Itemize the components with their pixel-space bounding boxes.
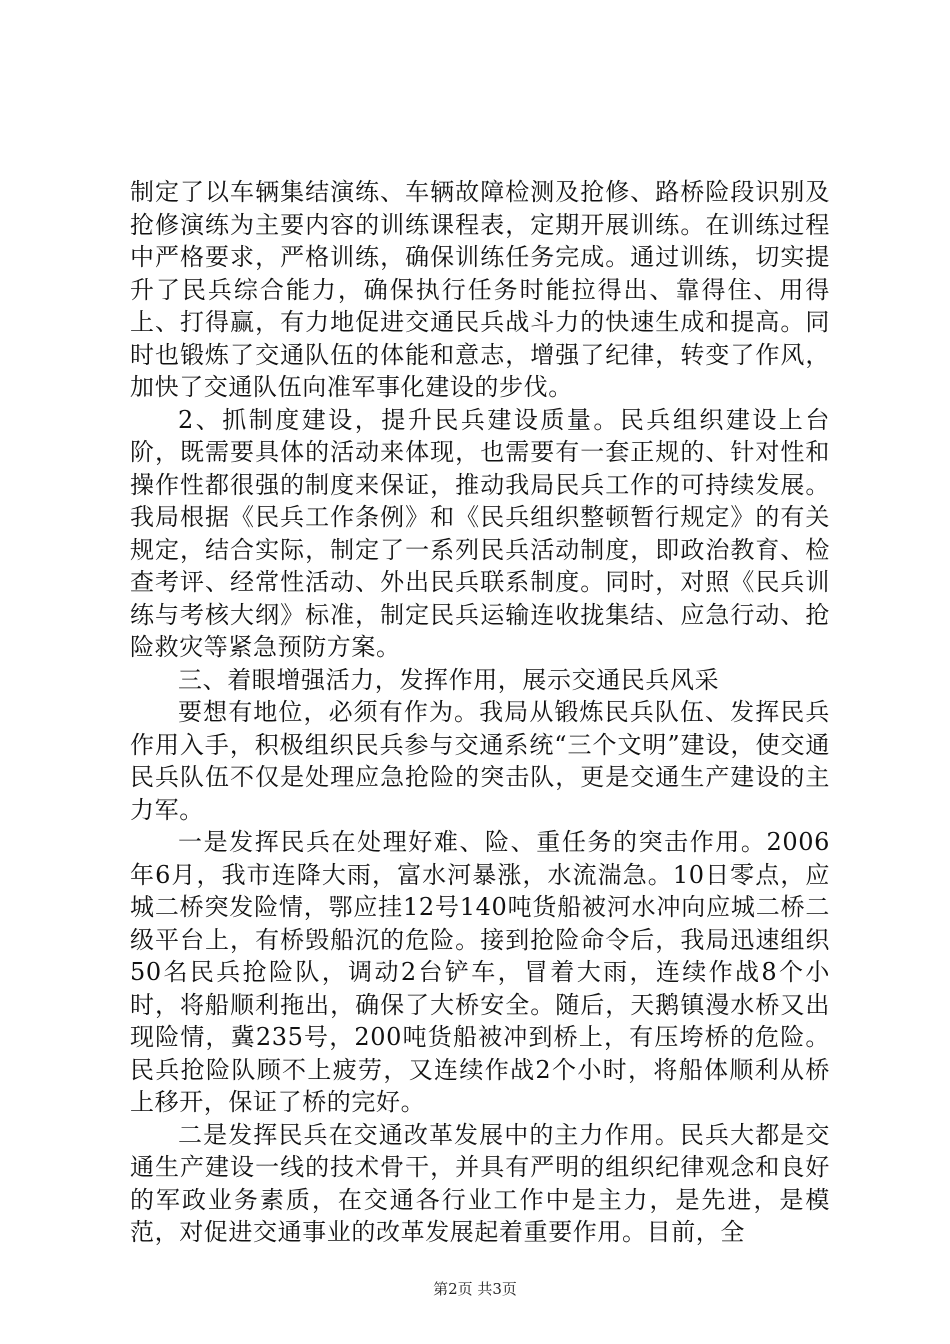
paragraph-6: 二是发挥民兵在交通改革发展中的主力作用。民兵大都是交通生产建设一线的技术骨干，并具有严明的组织纪律观念和良好的军政业务素质，在交通各行业工作中是主力，是先进，是模范，对促进交通事业的改革发展起着重要作用。目前，全 — [130, 1120, 830, 1246]
paragraph-2: 2、抓制度建设，提升民兵建设质量。民兵组织建设上台阶，既需要具体的活动来体现，也需要有一套正规的、针对性和操作性都很强的制度来保证，推动我局民兵工作的可持续发展。我局根据《民兵工作条例》和《民兵组织整顿暂行规定》的有关规定，结合实际，制定了一系列民兵活动制度，即政治教育、检查考评、经常性活动、外出民兵联系制度。同时，对照《民兵训练与考核大纲》标准，制定民兵运输连收拢集结、应急行动、抢险救灾等紧急预防方案。 — [130, 405, 830, 661]
paragraph-5: 一是发挥民兵在处理好难、险、重任务的突击作用。2006年6月，我市连降大雨，富水河暴涨，水流湍急。10日零点，应城二桥突发险情，鄂应挂12号140吨货船被河水冲向应城二桥二级平台上，有桥毁船沉的危险。接到抢险命令后，我局迅速组织50名民兵抢险队，调动2台铲车，冒着大雨，连续作战8个小时，将船顺利拖出，确保了大桥安全。随后，天鹅镇漫水桥又出现险情，冀235号，200吨货船被冲到桥上，有压垮桥的危险。民兵抢险队顾不上疲劳，又连续作战2个小时，将船体顺利从桥上移开，保证了桥的完好。 — [130, 828, 830, 1116]
paragraph-1: 制定了以车辆集结演练、车辆故障检测及抢修、路桥险段识别及抢修演练为主要内容的训练课程表，定期开展训练。在训练过程中严格要求，严格训练，确保训练任务完成。通过训练，切实提升了民兵综合能力，确保执行任务时能拉得出、靠得住、用得上、打得赢，有力地促进交通民兵战斗力的快速生成和提高。同时也锻炼了交通队伍的体能和意志，增强了纪律，转变了作风，加快了交通队伍向准军事化建设的步伐。 — [130, 178, 830, 401]
section-heading-3: 三、着眼增强活力，发挥作用，展示交通民兵风采 — [178, 665, 720, 694]
paragraph-4: 要想有地位，必须有作为。我局从锻炼民兵队伍、发挥民兵作用入手，积极组织民兵参与交通系统“三个文明”建设，使交通民兵队伍不仅是处理应急抢险的突击队，更是交通生产建设的主力军。 — [130, 698, 830, 824]
page-footer: 第2页 共3页 — [433, 1280, 517, 1298]
document-body — [130, 176, 830, 1249]
